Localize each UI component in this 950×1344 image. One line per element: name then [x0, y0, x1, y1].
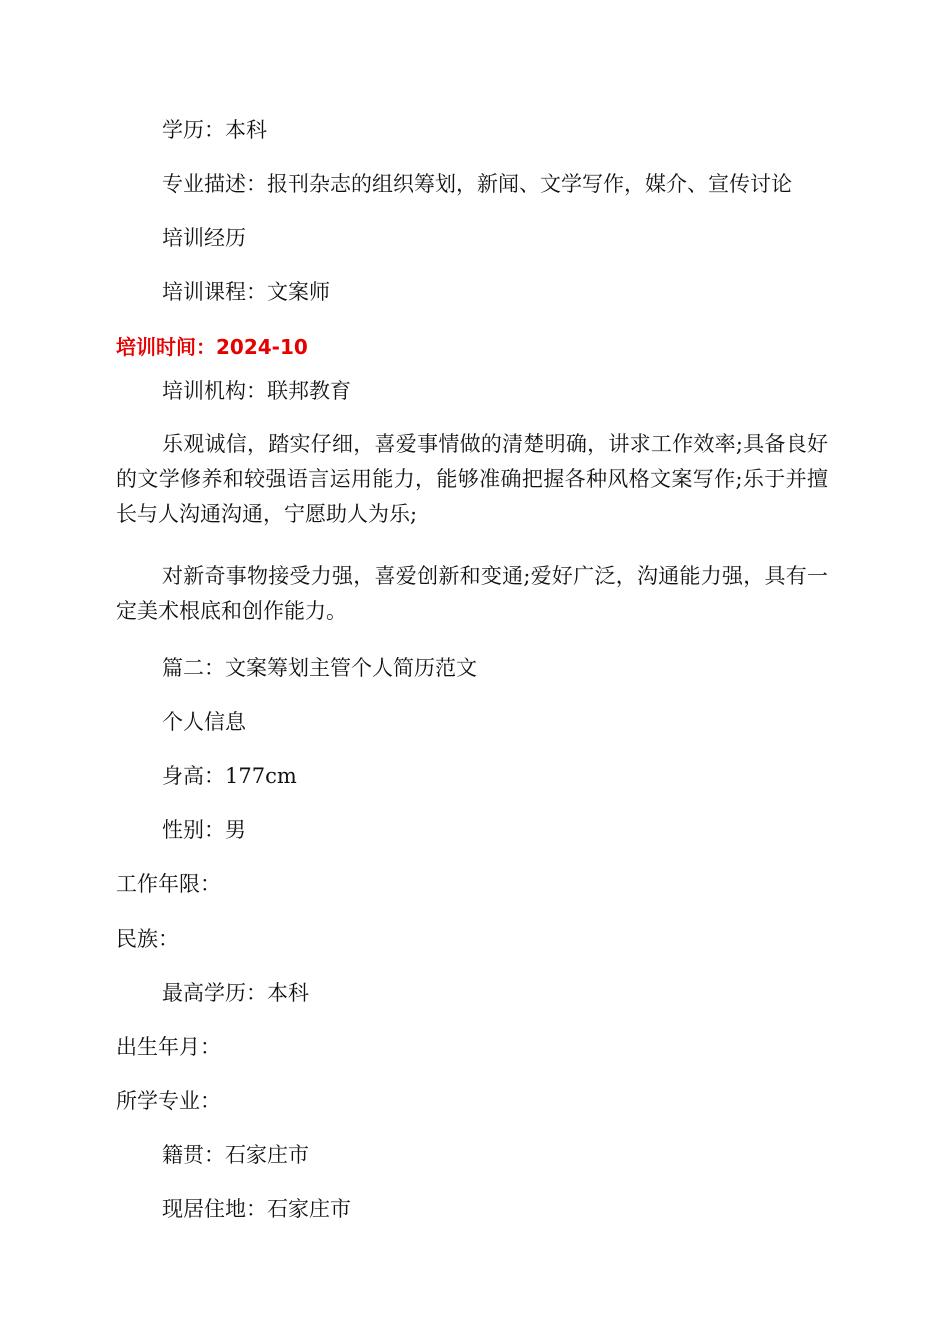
residence-line: 现居住地：石家庄市	[162, 1197, 351, 1221]
major-line: 所学专业：	[116, 1089, 221, 1113]
self-evaluation-paragraph-1: 乐观诚信，踏实仔细，喜爱事情做的清楚明确，讲求工作效率;具备良好的文学修养和较强语言运用能力，能够准确把握各种风格文案写作;乐于并擅长与人沟通沟通，宁愿助人为乐;	[116, 432, 828, 526]
training-heading: 培训经历	[162, 226, 246, 250]
native-place-line: 籍贯：石家庄市	[162, 1143, 309, 1167]
training-time-heading: 培训时间：2024-10	[116, 335, 308, 359]
ethnicity-line: 民族：	[116, 927, 179, 951]
major-description-line: 专业描述：报刊杂志的组织筹划，新闻、文学写作，媒介、宣传讨论	[162, 172, 792, 196]
gender-line: 性别：男	[162, 818, 246, 842]
self-evaluation-paragraph-2: 对新奇事物接受力强，喜爱创新和变通;爱好广泛，沟通能力强，具有一定美术根底和创作能力。	[116, 564, 828, 623]
highest-education-line: 最高学历：本科	[162, 981, 309, 1005]
personal-info-heading: 个人信息	[162, 710, 246, 734]
birth-line: 出生年月：	[116, 1035, 221, 1059]
education-line: 学历：本科	[162, 118, 267, 142]
section2-title: 篇二：文案筹划主管个人简历范文	[162, 656, 477, 680]
training-org-line: 培训机构：联邦教育	[162, 379, 351, 403]
height-line: 身高：177cm	[162, 764, 297, 788]
training-course-line: 培训课程：文案师	[162, 280, 330, 304]
work-years-line: 工作年限：	[116, 872, 221, 896]
